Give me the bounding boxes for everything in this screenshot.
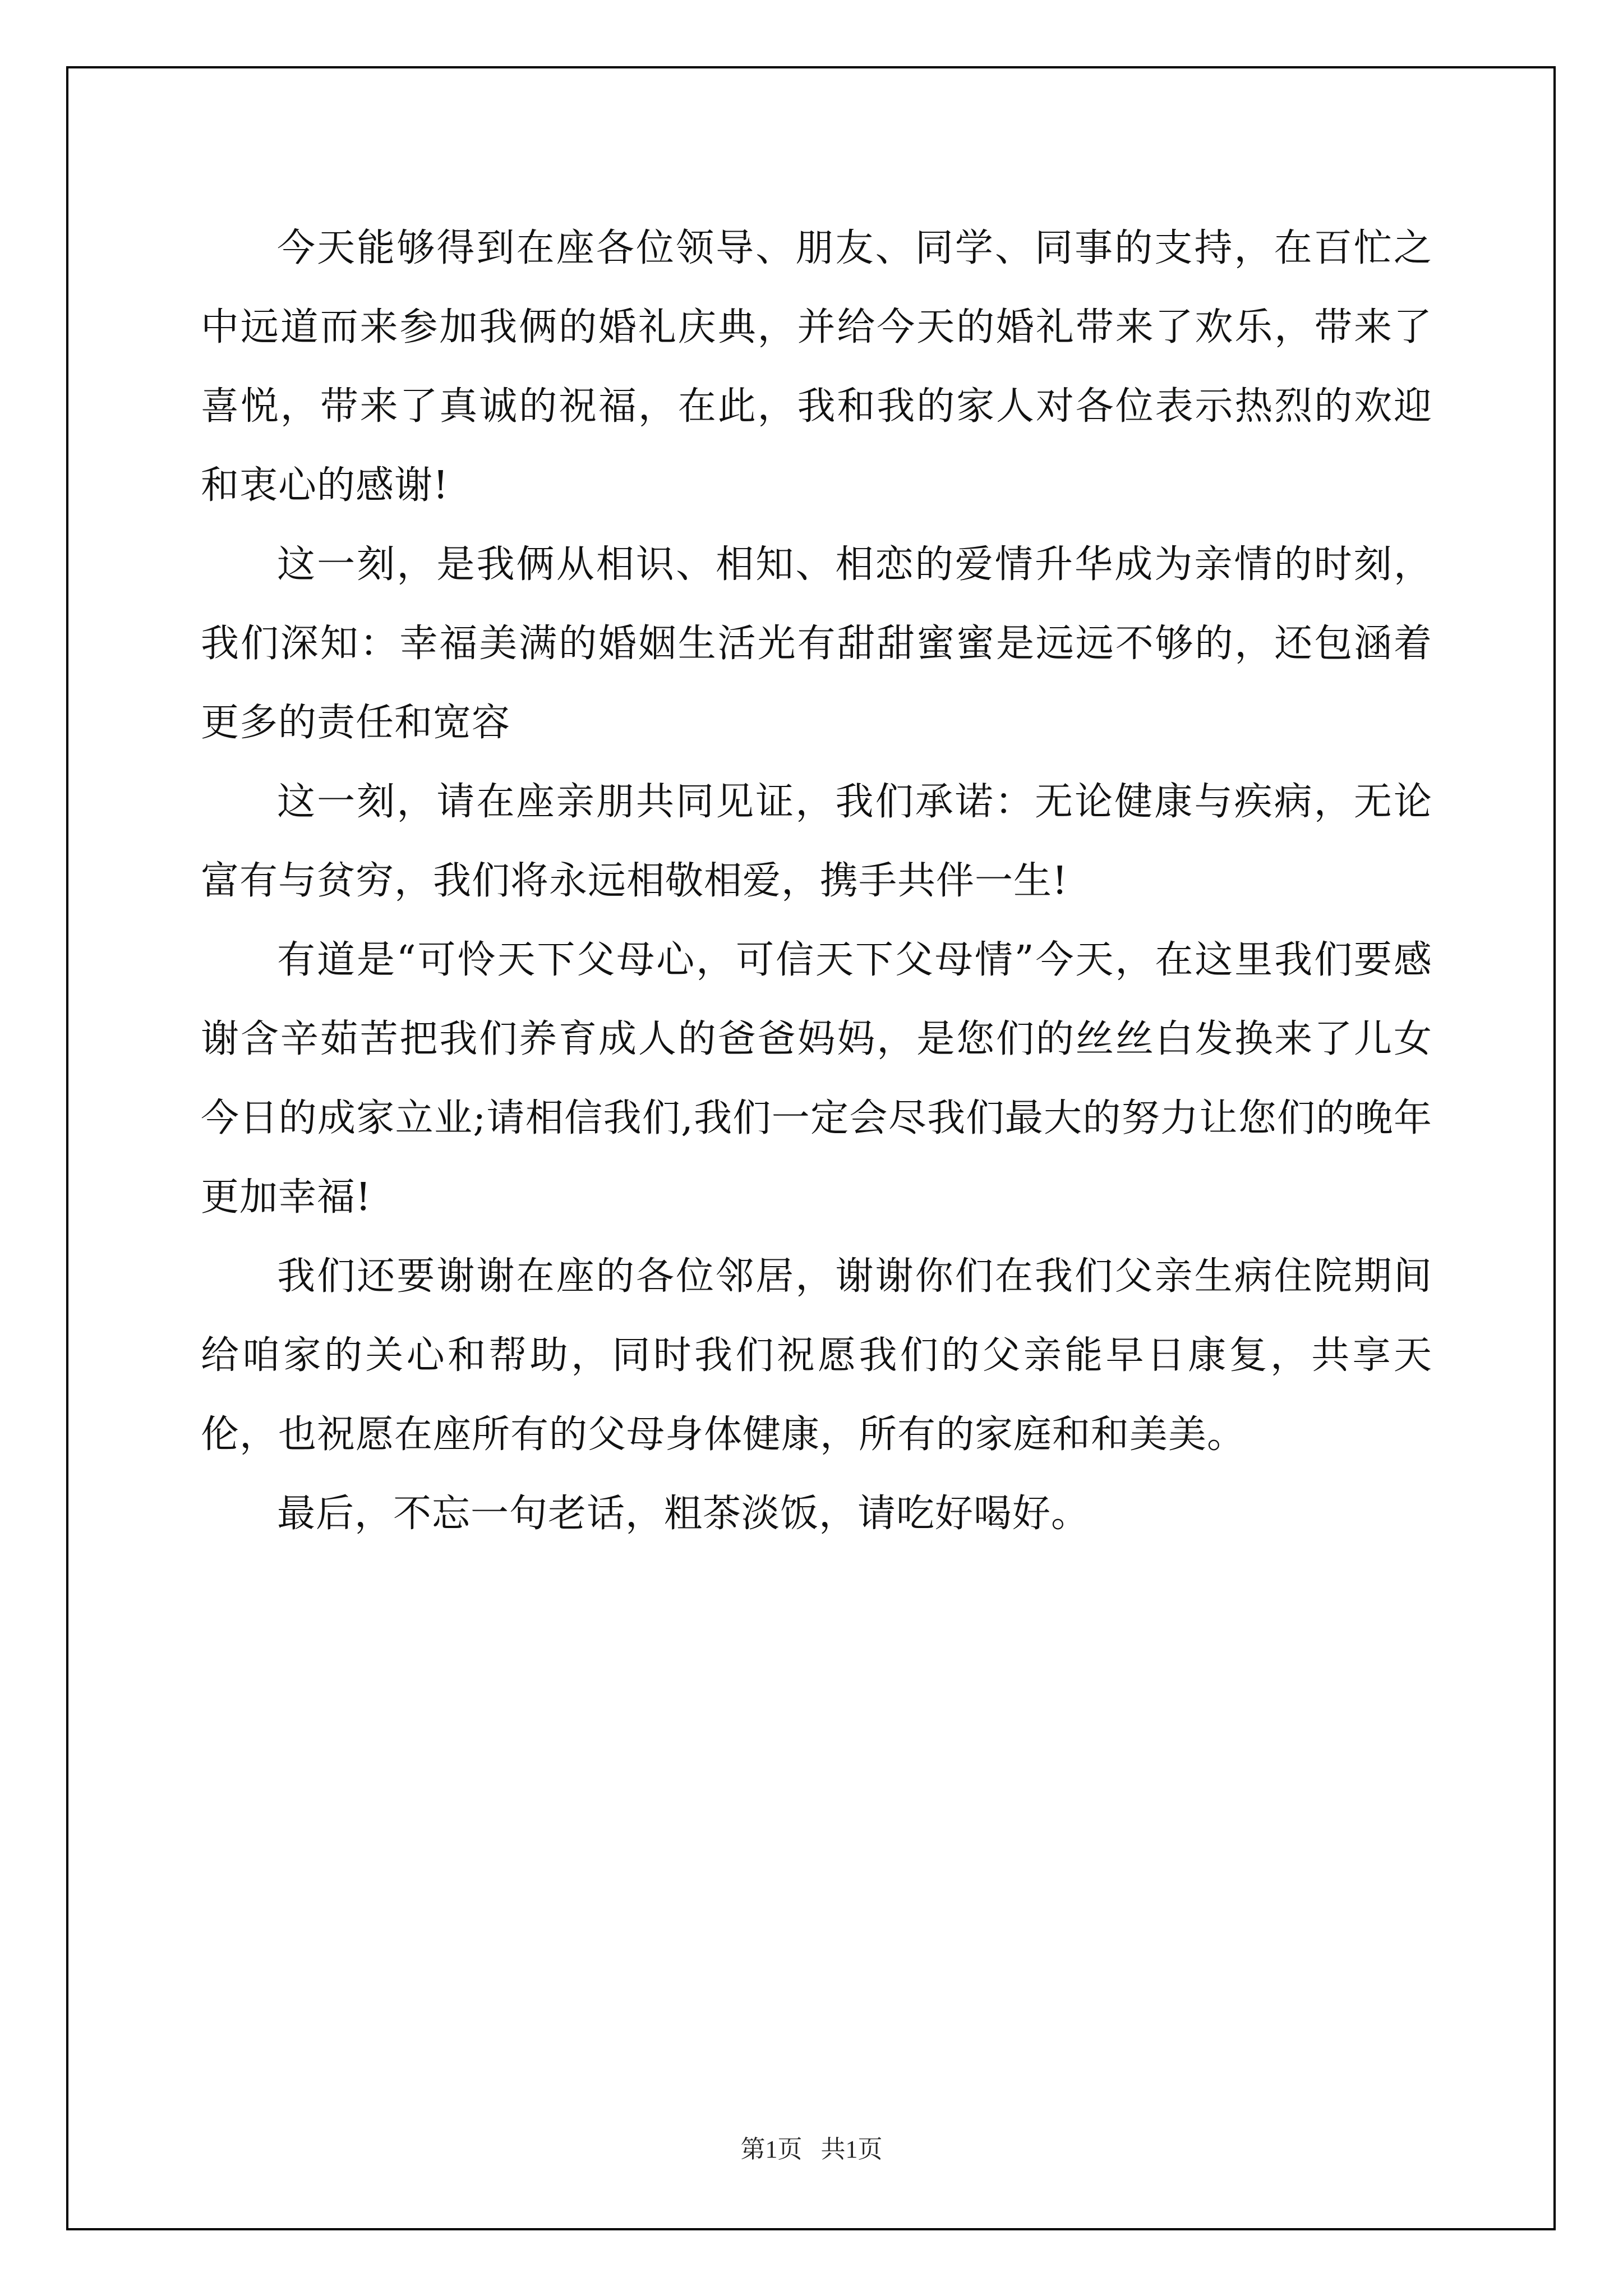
paragraph-4: 有道是“可怜天下父母心，可信天下父母情”今天，在这里我们要感谢含辛茹苦把我们养育成人的爸爸妈妈，是您们的丝丝白发换来了儿女今日的成家立业;请相信我们,我们一定会尽我们最大的努力让您们的晚年更加幸福! [201,938,1432,1220]
paragraph-1: 今天能够得到在座各位领导、朋友、同学、同事的支持，在百忙之中远道而来参加我俩的婚礼庆典，并给今天的婚礼带来了欢乐，带来了喜悦，带来了真诚的祝福，在此，我和我的家人对各位表示热烈的欢迎和衷心的感谢! [201,226,1432,508]
document-body [201,209,1432,1553]
paragraph-5: 我们还要谢谢在座的各位邻居，谢谢你们在我们父亲生病住院期间给咱家的关心和帮助，同时我们祝愿我们的父亲能早日康复，共享天伦，也祝愿在座所有的父母身体健康，所有的家庭和和美美。 [201,1254,1432,1457]
page-number-footer: 第1页 共1页 [740,2136,883,2163]
paragraph-2: 这一刻，是我俩从相识、相知、相恋的爱情升华成为亲情的时刻，我们深知：幸福美满的婚姻生活光有甜甜蜜蜜是远远不够的，还包涵着更多的责任和宽容 [201,542,1432,745]
paragraph-6: 最后，不忘一句老话，粗茶淡饭，请吃好喝好。 [277,1492,1090,1536]
paragraph-3: 这一刻，请在座亲朋共同见证，我们承诺：无论健康与疾病，无论富有与贫穷，我们将永远相敬相爱，携手共伴一生! [201,780,1432,903]
